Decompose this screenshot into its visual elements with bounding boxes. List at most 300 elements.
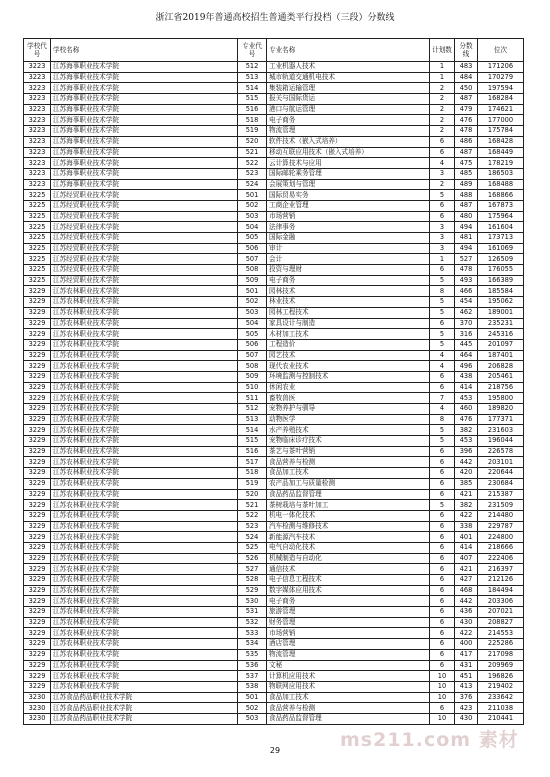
table-row — [24, 211, 524, 222]
cell-school-code: 3230 — [24, 703, 51, 714]
cell-score-line: 338 — [455, 521, 478, 532]
cell-score-line: 496 — [455, 361, 478, 372]
cell-rank: 196044 — [478, 436, 524, 447]
cell-score-line: 450 — [455, 83, 478, 94]
cell-school-name: 江苏农林职业技术学院 — [51, 307, 238, 318]
cell-major-name: 财务管理 — [267, 617, 430, 628]
table-row — [24, 104, 524, 115]
cell-major-name: 云计算技术与应用 — [267, 158, 430, 169]
cell-school-name: 江苏海事职业技术学院 — [51, 126, 238, 137]
cell-rank: 173713 — [478, 233, 524, 244]
cell-major-name: 工商企业管理 — [267, 200, 430, 211]
cell-score-line: 421 — [455, 489, 478, 500]
cell-major-code: 530 — [238, 596, 267, 607]
cell-plan-count: 10 — [430, 692, 455, 703]
cell-major-name: 市场营销 — [267, 628, 430, 639]
cell-school-name: 江苏农林职业技术学院 — [51, 617, 238, 628]
cell-major-name: 物流管理 — [267, 126, 430, 137]
cell-plan-count: 5 — [430, 500, 455, 511]
cell-school-code: 3229 — [24, 350, 51, 361]
table-row — [24, 404, 524, 415]
cell-rank: 178219 — [478, 158, 524, 169]
table-row — [24, 190, 524, 201]
table-row — [24, 233, 524, 244]
cell-plan-count: 1 — [430, 72, 455, 83]
cell-rank: 212126 — [478, 575, 524, 586]
cell-score-line: 466 — [455, 286, 478, 297]
cell-school-code: 3229 — [24, 575, 51, 586]
cell-plan-count: 6 — [430, 200, 455, 211]
cell-school-code: 3229 — [24, 532, 51, 543]
cell-major-name: 休闲农业 — [267, 382, 430, 393]
table-row — [24, 329, 524, 340]
cell-rank: 195800 — [478, 393, 524, 404]
cell-rank: 235231 — [478, 318, 524, 329]
cell-major-name: 工业机器人技术 — [267, 62, 430, 73]
cell-plan-count: 6 — [430, 596, 455, 607]
table-row — [24, 564, 524, 575]
cell-plan-count: 6 — [430, 318, 455, 329]
cell-rank: 230684 — [478, 478, 524, 489]
cell-score-line: 484 — [455, 72, 478, 83]
cell-major-name: 食品营养与检测 — [267, 703, 430, 714]
cell-major-code: 504 — [238, 318, 267, 329]
cell-school-name: 江苏经贸职业技术学院 — [51, 265, 238, 276]
cell-school-name: 江苏农林职业技术学院 — [51, 489, 238, 500]
table-row — [24, 126, 524, 137]
cell-score-line: 385 — [455, 478, 478, 489]
page-title: 浙江省2019年普通高校招生普通类平行投档（三段）分数线 — [155, 13, 395, 23]
table-row — [24, 649, 524, 660]
cell-plan-count: 3 — [430, 222, 455, 233]
cell-major-name: 农产品加工与质量检测 — [267, 478, 430, 489]
cell-major-code: 507 — [238, 350, 267, 361]
cell-rank: 210441 — [478, 713, 524, 724]
cell-school-code: 3229 — [24, 425, 51, 436]
cell-rank: 206828 — [478, 361, 524, 372]
cell-plan-count: 5 — [430, 425, 455, 436]
cell-plan-count: 2 — [430, 83, 455, 94]
table-row — [24, 382, 524, 393]
cell-score-line: 527 — [455, 254, 478, 265]
cell-plan-count: 6 — [430, 617, 455, 628]
cell-score-line: 462 — [455, 307, 478, 318]
table-row — [24, 639, 524, 650]
cell-rank: 187401 — [478, 350, 524, 361]
cell-rank: 214553 — [478, 628, 524, 639]
cell-school-code: 3229 — [24, 510, 51, 521]
cell-score-line: 370 — [455, 318, 478, 329]
cell-school-name: 江苏农林职业技术学院 — [51, 350, 238, 361]
cell-school-name: 江苏农林职业技术学院 — [51, 542, 238, 553]
cell-major-code: 505 — [238, 329, 267, 340]
cell-school-name: 江苏农林职业技术学院 — [51, 436, 238, 447]
cell-major-code: 512 — [238, 404, 267, 415]
table-row — [24, 147, 524, 158]
cell-plan-count: 10 — [430, 681, 455, 692]
cell-school-code: 3223 — [24, 94, 51, 105]
cell-rank: 231509 — [478, 500, 524, 511]
cell-school-name: 江苏农林职业技术学院 — [51, 425, 238, 436]
cell-school-name: 江苏经贸职业技术学院 — [51, 243, 238, 254]
cell-plan-count: 1 — [430, 62, 455, 73]
cell-major-name: 现代农业技术 — [267, 361, 430, 372]
cell-school-name: 江苏农林职业技术学院 — [51, 286, 238, 297]
cell-school-name: 江苏农林职业技术学院 — [51, 371, 238, 382]
cell-plan-count: 6 — [430, 136, 455, 147]
cell-major-name: 审计 — [267, 243, 430, 254]
cell-school-code: 3229 — [24, 382, 51, 393]
cell-rank: 209969 — [478, 660, 524, 671]
cell-major-code: 510 — [238, 382, 267, 393]
cell-plan-count: 6 — [430, 446, 455, 457]
cell-school-code: 3229 — [24, 371, 51, 382]
cell-major-code: 518 — [238, 115, 267, 126]
cell-school-code: 3223 — [24, 179, 51, 190]
cell-school-code: 3225 — [24, 190, 51, 201]
table-row — [24, 243, 524, 254]
cell-school-code: 3229 — [24, 457, 51, 468]
cell-major-name: 城市轨道交通机电技术 — [267, 72, 430, 83]
cell-plan-count: 5 — [430, 307, 455, 318]
cell-plan-count: 3 — [430, 233, 455, 244]
cell-major-code: 534 — [238, 639, 267, 650]
cell-school-code: 3223 — [24, 168, 51, 179]
cell-major-code: 515 — [238, 94, 267, 105]
cell-school-code: 3230 — [24, 713, 51, 724]
cell-rank: 201097 — [478, 339, 524, 350]
cell-school-code: 3229 — [24, 436, 51, 447]
table-row — [24, 286, 524, 297]
cell-rank: 218756 — [478, 382, 524, 393]
cell-school-name: 江苏农林职业技术学院 — [51, 457, 238, 468]
cell-school-name: 江苏海事职业技术学院 — [51, 168, 238, 179]
cell-plan-count: 6 — [430, 510, 455, 521]
cell-school-name: 江苏农林职业技术学院 — [51, 607, 238, 618]
cell-score-line: 376 — [455, 692, 478, 703]
cell-school-code: 3225 — [24, 200, 51, 211]
cell-rank: 170279 — [478, 72, 524, 83]
cell-major-code: 535 — [238, 649, 267, 660]
header-major-name: 专业名称 — [267, 39, 430, 62]
table-row — [24, 542, 524, 553]
cell-rank: 218666 — [478, 542, 524, 553]
table-row — [24, 703, 524, 714]
cell-major-name: 报关与国际货运 — [267, 94, 430, 105]
table-row — [24, 436, 524, 447]
table-row — [24, 532, 524, 543]
cell-major-code: 503 — [238, 211, 267, 222]
cell-school-name: 江苏海事职业技术学院 — [51, 62, 238, 73]
cell-major-code: 514 — [238, 83, 267, 94]
cell-plan-count: 6 — [430, 639, 455, 650]
table-row — [24, 200, 524, 211]
cell-major-name: 国际金融 — [267, 233, 430, 244]
cell-score-line: 420 — [455, 468, 478, 479]
cell-major-name: 家具设计与制造 — [267, 318, 430, 329]
table-row — [24, 692, 524, 703]
cell-plan-count: 6 — [430, 211, 455, 222]
cell-major-name: 林业技术 — [267, 297, 430, 308]
header-school-name: 学校名称 — [51, 39, 238, 62]
cell-school-name: 江苏农林职业技术学院 — [51, 532, 238, 543]
cell-major-code: 536 — [238, 660, 267, 671]
cell-school-name: 江苏农林职业技术学院 — [51, 318, 238, 329]
cell-major-name: 港口与航运管理 — [267, 104, 430, 115]
cell-major-code: 524 — [238, 532, 267, 543]
cell-school-name: 江苏农林职业技术学院 — [51, 681, 238, 692]
cell-major-code: 509 — [238, 371, 267, 382]
cell-major-name: 会计 — [267, 254, 430, 265]
cell-school-code: 3225 — [24, 222, 51, 233]
cell-rank: 226578 — [478, 446, 524, 457]
cell-plan-count: 6 — [430, 489, 455, 500]
cell-rank: 168488 — [478, 179, 524, 190]
cell-school-code: 3223 — [24, 147, 51, 158]
table-row — [24, 318, 524, 329]
cell-major-name: 旅游管理 — [267, 607, 430, 618]
cell-school-name: 江苏农林职业技术学院 — [51, 660, 238, 671]
table-row — [24, 222, 524, 233]
cell-major-name: 电子商务 — [267, 115, 430, 126]
cell-major-code: 513 — [238, 414, 267, 425]
cell-school-code: 3229 — [24, 339, 51, 350]
cell-plan-count: 6 — [430, 607, 455, 618]
cell-major-name: 茶树栽培与茶叶加工 — [267, 500, 430, 511]
cell-rank: 219402 — [478, 681, 524, 692]
cell-major-code: 508 — [238, 265, 267, 276]
header-score-line: 分数线 — [455, 39, 478, 62]
table-body — [24, 62, 524, 725]
cell-school-name: 江苏海事职业技术学院 — [51, 94, 238, 105]
cell-school-name: 江苏海事职业技术学院 — [51, 158, 238, 169]
cell-plan-count: 4 — [430, 404, 455, 415]
cell-major-code: 532 — [238, 617, 267, 628]
cell-major-name: 茶艺与茶叶营销 — [267, 446, 430, 457]
cell-score-line: 453 — [455, 393, 478, 404]
cell-major-name: 食品药品监督管理 — [267, 489, 430, 500]
cell-score-line: 460 — [455, 404, 478, 415]
cell-score-line: 493 — [455, 275, 478, 286]
cell-major-name: 园艺技术 — [267, 350, 430, 361]
cell-score-line: 483 — [455, 62, 478, 73]
cell-rank: 215387 — [478, 489, 524, 500]
cell-school-code: 3229 — [24, 660, 51, 671]
table-row — [24, 414, 524, 425]
cell-rank: 197594 — [478, 83, 524, 94]
cell-rank: 175784 — [478, 126, 524, 137]
cell-school-name: 江苏经贸职业技术学院 — [51, 222, 238, 233]
table-row — [24, 339, 524, 350]
cell-rank: 233642 — [478, 692, 524, 703]
table-row — [24, 168, 524, 179]
cell-major-code: 523 — [238, 168, 267, 179]
cell-plan-count: 4 — [430, 361, 455, 372]
cell-rank: 216397 — [478, 564, 524, 575]
cell-score-line: 464 — [455, 350, 478, 361]
cell-major-name: 食品加工技术 — [267, 468, 430, 479]
cell-score-line: 486 — [455, 136, 478, 147]
cell-school-code: 3225 — [24, 265, 51, 276]
cell-rank: 231603 — [478, 425, 524, 436]
cell-major-code: 502 — [238, 297, 267, 308]
cell-major-name: 电子商务 — [267, 596, 430, 607]
cell-score-line: 454 — [455, 297, 478, 308]
cell-score-line: 396 — [455, 446, 478, 457]
cell-score-line: 480 — [455, 211, 478, 222]
cell-plan-count: 6 — [430, 468, 455, 479]
cell-plan-count: 5 — [430, 436, 455, 447]
cell-plan-count: 6 — [430, 532, 455, 543]
cell-plan-count: 6 — [430, 542, 455, 553]
cell-score-line: 479 — [455, 104, 478, 115]
cell-school-name: 江苏农林职业技术学院 — [51, 596, 238, 607]
table-row — [24, 607, 524, 618]
cell-major-name: 食品加工技术 — [267, 692, 430, 703]
cell-major-name: 工程造价 — [267, 339, 430, 350]
cell-plan-count: 1 — [430, 254, 455, 265]
cell-plan-count: 5 — [430, 275, 455, 286]
cell-major-name: 机械制造与自动化 — [267, 553, 430, 564]
cell-major-code: 516 — [238, 104, 267, 115]
cell-major-name: 软件技术（嵌入式培养） — [267, 136, 430, 147]
table-row — [24, 275, 524, 286]
cell-score-line: 451 — [455, 671, 478, 682]
table-row — [24, 617, 524, 628]
cell-rank: 161604 — [478, 222, 524, 233]
cell-rank: 203101 — [478, 457, 524, 468]
table-row — [24, 446, 524, 457]
cell-major-name: 物联网应用技术 — [267, 681, 430, 692]
cell-rank: 171206 — [478, 62, 524, 73]
cell-school-code: 3223 — [24, 126, 51, 137]
table-row — [24, 297, 524, 308]
cell-major-code: 520 — [238, 489, 267, 500]
cell-school-name: 江苏农林职业技术学院 — [51, 510, 238, 521]
cell-school-name: 江苏农林职业技术学院 — [51, 564, 238, 575]
cell-school-code: 3229 — [24, 329, 51, 340]
cell-plan-count: 5 — [430, 329, 455, 340]
admission-score-table — [23, 38, 524, 725]
cell-score-line: 430 — [455, 713, 478, 724]
header-major-code: 专业代号 — [238, 39, 267, 62]
cell-major-code: 519 — [238, 126, 267, 137]
cell-score-line: 427 — [455, 575, 478, 586]
cell-school-name: 江苏经贸职业技术学院 — [51, 254, 238, 265]
cell-rank: 214480 — [478, 510, 524, 521]
cell-school-name: 江苏农林职业技术学院 — [51, 575, 238, 586]
cell-major-code: 502 — [238, 703, 267, 714]
cell-major-code: 503 — [238, 713, 267, 724]
table-row — [24, 660, 524, 671]
cell-rank: 245316 — [478, 329, 524, 340]
cell-school-code: 3229 — [24, 361, 51, 372]
cell-major-name: 移动互联应用技术（嵌入式培养） — [267, 147, 430, 158]
cell-plan-count: 5 — [430, 190, 455, 201]
cell-school-name: 江苏海事职业技术学院 — [51, 72, 238, 83]
cell-score-line: 476 — [455, 115, 478, 126]
cell-plan-count: 6 — [430, 703, 455, 714]
cell-plan-count: 6 — [430, 457, 455, 468]
header-plan-count: 计划数 — [430, 39, 455, 62]
cell-major-name: 汽车检测与维修技术 — [267, 521, 430, 532]
cell-rank: 222406 — [478, 553, 524, 564]
cell-school-code: 3229 — [24, 542, 51, 553]
cell-major-code: 519 — [238, 478, 267, 489]
cell-score-line: 494 — [455, 243, 478, 254]
cell-plan-count: 6 — [430, 660, 455, 671]
cell-school-name: 江苏农林职业技术学院 — [51, 500, 238, 511]
cell-major-name: 数字媒体应用技术 — [267, 585, 430, 596]
cell-school-name: 江苏海事职业技术学院 — [51, 179, 238, 190]
cell-rank: 207021 — [478, 607, 524, 618]
table-row — [24, 83, 524, 94]
table-row — [24, 713, 524, 724]
cell-rank: 203306 — [478, 596, 524, 607]
cell-school-name: 江苏农林职业技术学院 — [51, 639, 238, 650]
cell-school-code: 3229 — [24, 553, 51, 564]
table-row — [24, 179, 524, 190]
cell-major-code: 524 — [238, 179, 267, 190]
cell-school-name: 江苏经贸职业技术学院 — [51, 275, 238, 286]
cell-plan-count: 8 — [430, 414, 455, 425]
cell-plan-count: 6 — [430, 564, 455, 575]
cell-rank: 185584 — [478, 286, 524, 297]
cell-rank: 168449 — [478, 147, 524, 158]
cell-school-code: 3229 — [24, 521, 51, 532]
table-row — [24, 681, 524, 692]
table-row — [24, 521, 524, 532]
cell-major-name: 通信技术 — [267, 564, 430, 575]
cell-major-code: 508 — [238, 361, 267, 372]
cell-major-code: 512 — [238, 62, 267, 73]
cell-major-name: 宠物养护与驯导 — [267, 404, 430, 415]
table-row — [24, 115, 524, 126]
cell-rank: 167873 — [478, 200, 524, 211]
cell-school-code: 3229 — [24, 564, 51, 575]
cell-plan-count: 6 — [430, 553, 455, 564]
cell-school-name: 江苏农林职业技术学院 — [51, 382, 238, 393]
table-row — [24, 628, 524, 639]
table-row — [24, 361, 524, 372]
cell-school-name: 江苏农林职业技术学院 — [51, 404, 238, 415]
cell-school-name: 江苏农林职业技术学院 — [51, 585, 238, 596]
cell-rank: 189001 — [478, 307, 524, 318]
cell-major-code: 514 — [238, 425, 267, 436]
cell-plan-count: 5 — [430, 339, 455, 350]
cell-major-name: 新能源汽车技术 — [267, 532, 430, 543]
cell-major-name: 计算机应用技术 — [267, 671, 430, 682]
watermark: ms211.com 素材 — [340, 729, 519, 751]
cell-major-name: 食品药品监督管理 — [267, 713, 430, 724]
cell-rank: 217098 — [478, 649, 524, 660]
header-rank: 位次 — [478, 39, 524, 62]
cell-rank: 186503 — [478, 168, 524, 179]
cell-school-code: 3225 — [24, 233, 51, 244]
cell-school-name: 江苏农林职业技术学院 — [51, 393, 238, 404]
cell-major-name: 投资与理财 — [267, 265, 430, 276]
table-row — [24, 254, 524, 265]
cell-rank: 161069 — [478, 243, 524, 254]
cell-major-code: 515 — [238, 436, 267, 447]
cell-score-line: 445 — [455, 339, 478, 350]
cell-major-code: 504 — [238, 222, 267, 233]
table-row — [24, 350, 524, 361]
cell-plan-count: 2 — [430, 115, 455, 126]
cell-plan-count: 4 — [430, 158, 455, 169]
cell-school-code: 3223 — [24, 72, 51, 83]
cell-score-line: 431 — [455, 660, 478, 671]
